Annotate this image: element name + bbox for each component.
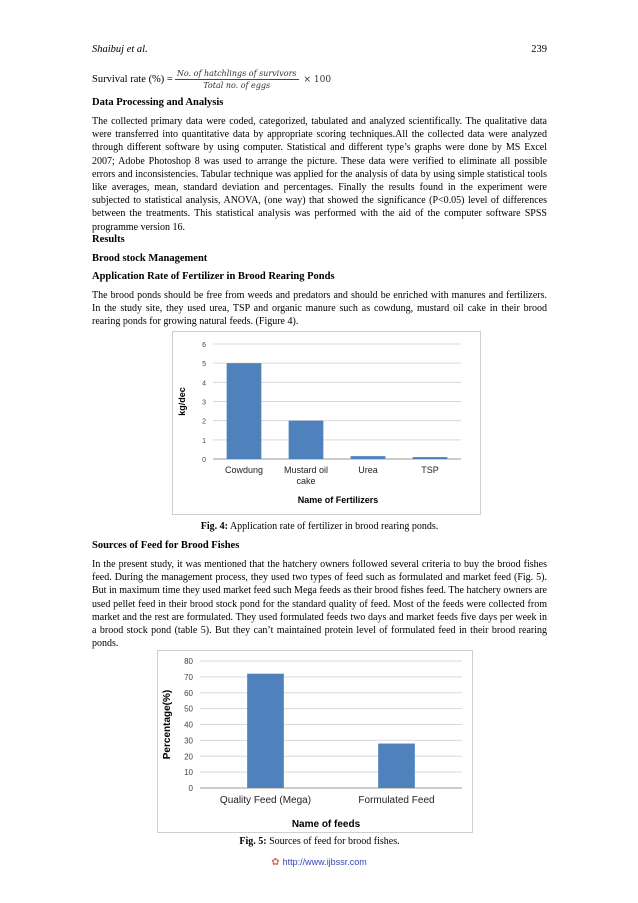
- heading-feed: Sources of Feed for Brood Fishes: [92, 540, 240, 551]
- figure-5-caption-label: Fig. 5:: [239, 836, 267, 847]
- figure-4-caption: [92, 521, 547, 532]
- chart1-ytick-label-4: 4: [202, 380, 206, 388]
- chart2-ytick-label-1: 10: [184, 768, 193, 778]
- chart2-ytick-label-3: 30: [184, 736, 193, 746]
- chart1-category-label-2: Urea: [358, 465, 378, 475]
- chart2-ytick-label-4: 40: [184, 720, 193, 730]
- formula-denominator: Total no. of eggs: [203, 81, 271, 90]
- chart1-ytick-label-0: 0: [202, 457, 206, 464]
- journal-flower-icon: ✿: [271, 857, 280, 868]
- chart2-y-axis-title: Percentage(%): [162, 689, 173, 760]
- paragraph-feed: In the present study, it was mentioned that the hatchery owners followed several criteria to buy the brood fishes feed. During the management process, they used two types of feed such as formulated and market feed (Fig. 5). But in maximum time they used market feed such Mega feeds as their brood fishes feed. The hatchery owners are used pellet feed in their brood stock pond for the standard quality of feed. Most of the feeds were collected from market and the rest are formulated. They used formulated feeds two days and market feeds five days per week in a brood stock pond (table 5). But they can’t maintained protein level of formulated feed in their brood rearing ponds.: [92, 559, 547, 650]
- chart1-y-axis-title: kg/dec: [177, 387, 187, 416]
- paragraph-data-processing: The collected primary data were coded, categorized, tabulated and analyzed scientifically. The qualitative data were transferred into quantitative data by appropriate scoring techniques.All the collected data were analyzed through different software by using computer. Statistical and different type’s graphs were done by MS Excel 2007; Adobe Photoshop 8 was used to arrange the picture. These data were verified to eliminate all possible errors and inconsistencies. Tabular technique was applied for the analysis of data by using simple statistical tools like averages, mean, standard deviation and percentages. Finally the results found in the experiment were subjected to statistical analysis, ANOVA, (one way) that showed the significance (P<0.05) level of differences between the treatments. This statistical analysis was performed with the aid of the computer software SPSS programme version 16.: [92, 116, 547, 233]
- chart2-ytick-label-2: 20: [184, 752, 193, 762]
- formula-label: Survival rate (%) =: [92, 74, 173, 85]
- formula-multiplier: × 100: [303, 74, 332, 85]
- chart1-bar-1: [289, 421, 324, 459]
- figure-4-caption-text: Application rate of fertilizer in brood rearing ponds.: [228, 521, 439, 532]
- heading-results: Results: [92, 234, 125, 245]
- formula-fraction: [175, 69, 299, 90]
- chart1-category-label-1-line-1: cake: [296, 476, 316, 486]
- chart1-ytick-label-2: 2: [202, 418, 206, 426]
- chart1-ytick-label-5: 5: [202, 361, 206, 369]
- figure-4-chart-frame: [172, 331, 481, 515]
- chart1-bar-3: [413, 457, 448, 459]
- chart2-ytick-label-7: 70: [184, 672, 193, 682]
- header-author: Shaibuj et al.: [92, 44, 148, 55]
- figure-5-bar-chart: [158, 651, 472, 832]
- chart2-ytick-label-6: 60: [184, 688, 193, 698]
- chart1-category-label-0: Cowdung: [224, 465, 264, 475]
- figure-5-caption: [92, 836, 547, 847]
- survival-rate-formula: [92, 69, 331, 90]
- chart2-ytick-label-0: 0: [188, 784, 193, 793]
- paragraph-fertilizer: The brood ponds should be free from weeds and predators and should be enriched with manures and fertilizers. In the study site, they used urea, TSP and organic manure such as cowdung, mustard oil cake in their brood rearing ponds for growing natural feeds. (Figure 4).: [92, 290, 547, 328]
- chart2-ytick-label-8: 80: [184, 657, 193, 666]
- chart1-ytick-label-6: 6: [202, 342, 206, 349]
- chart1-category-label-1-line-0: Mustard oil: [283, 465, 329, 475]
- footer-url[interactable]: http://www.ijbssr.com: [282, 857, 367, 867]
- formula-numerator: No. of hatchlings of survivors: [176, 69, 297, 78]
- chart2-bar-1: [378, 744, 415, 788]
- chart1-category-label-3: TSP: [421, 465, 439, 475]
- figure-4-bar-chart: [173, 332, 480, 514]
- chart1-ytick-label-3: 3: [202, 399, 206, 407]
- heading-fertilizer: Application Rate of Fertilizer in Brood Rearing Ponds: [92, 271, 335, 282]
- page-number: 239: [531, 44, 547, 55]
- chart1-bar-2: [351, 456, 386, 459]
- chart2-x-axis-title: Name of feeds: [291, 819, 361, 830]
- heading-brood-stock: Brood stock Management: [92, 253, 208, 264]
- chart2-category-label-0: Quality Feed (Mega): [219, 795, 312, 806]
- chart2-ytick-label-5: 50: [184, 704, 193, 714]
- running-header: [92, 44, 547, 55]
- chart1-ytick-label-1: 1: [202, 437, 206, 445]
- chart2-category-label-1: Formulated Feed: [358, 795, 435, 806]
- figure-4-caption-label: Fig. 4:: [200, 521, 228, 532]
- figure-5-chart-frame: [157, 650, 473, 833]
- heading-data-processing: Data Processing and Analysis: [92, 97, 224, 108]
- chart1-x-axis-title: Name of Fertilizers: [297, 495, 379, 505]
- chart2-bar-0: [247, 674, 284, 788]
- chart1-bar-0: [227, 363, 262, 459]
- figure-5-caption-text: Sources of feed for brood fishes.: [266, 836, 400, 847]
- page-footer: [0, 857, 638, 868]
